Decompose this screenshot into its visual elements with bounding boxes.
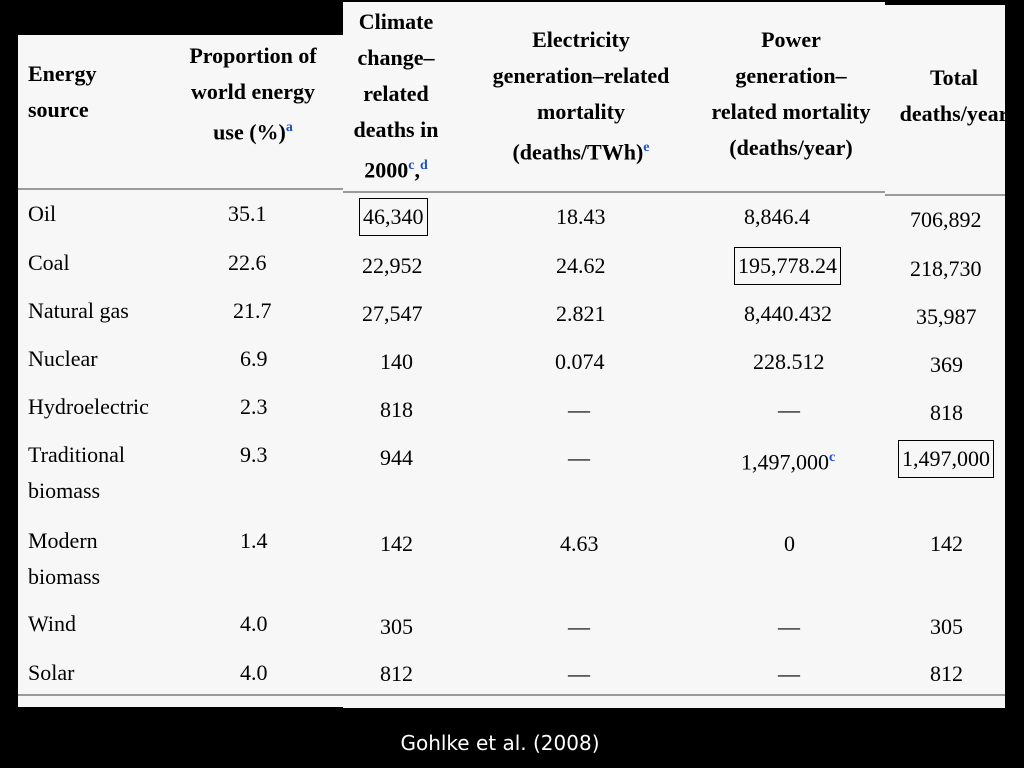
cell-climate-traditional-biomass: 944 xyxy=(380,445,413,470)
cell-power-modern-biomass: 0 xyxy=(784,531,795,556)
cell-electricity-nuclear: 0.074 xyxy=(555,349,605,374)
cell-source-coal: Coal xyxy=(28,250,70,275)
cell-source-solar: Solar xyxy=(28,660,75,685)
cell-source-oil: Oil xyxy=(28,201,57,226)
cell-climate-natural-gas: 27,547 xyxy=(362,301,423,326)
cell-total-natural-gas: 35,987 xyxy=(916,304,977,329)
cell-power-natural-gas: 8,440.432 xyxy=(744,301,832,326)
cell-power-solar: — xyxy=(778,661,800,686)
cell-electricity-wind: — xyxy=(568,614,590,639)
cell-total-hydroelectric: 818 xyxy=(930,400,963,425)
cell-proportion-solar: 4.0 xyxy=(240,660,268,685)
cell-source-modern-biomass: Modern biomass xyxy=(28,528,101,589)
footnote-c[interactable]: c xyxy=(408,158,415,173)
bottom-rule-left xyxy=(18,694,343,696)
cell-electricity-traditional-biomass: — xyxy=(568,445,590,470)
source-caption: Gohlke et al. (2008) xyxy=(400,731,600,755)
cell-electricity-hydroelectric: — xyxy=(568,397,590,422)
cell-electricity-oil: 18.43 xyxy=(556,204,606,229)
cell-power-oil: 8,846.4 xyxy=(744,204,810,229)
header-total-deaths: Total deaths/year xyxy=(899,65,1009,126)
cell-climate-coal: 22,952 xyxy=(362,253,423,278)
cell-proportion-coal: 22.6 xyxy=(228,250,267,275)
cell-power-coal: 195,778.24 xyxy=(735,248,840,284)
cell-electricity-solar: — xyxy=(568,661,590,686)
header-electricity-mortality: Electricity generation–related mortality (deaths/TWh)$^e$ xyxy=(492,27,670,165)
cell-climate-solar: 812 xyxy=(380,661,413,686)
cell-total-solar: 812 xyxy=(930,661,963,686)
cell-proportion-modern-biomass: 1.4 xyxy=(240,528,268,553)
header-rule-left xyxy=(18,188,343,190)
cell-total-nuclear: 369 xyxy=(930,352,963,377)
header-climate-deaths: Climate change– related deaths in 2000$^c$,$^d$ xyxy=(353,9,439,183)
footnote-a[interactable]: a xyxy=(285,120,293,135)
bottom-rule-right xyxy=(885,694,1005,696)
cell-electricity-modern-biomass: 4.63 xyxy=(560,531,599,556)
bottom-rule-middle xyxy=(343,694,885,696)
cell-proportion-wind: 4.0 xyxy=(240,611,268,636)
cell-climate-wind: 305 xyxy=(380,614,413,639)
cell-power-traditional-biomass: 1,497,000$^c$ xyxy=(741,449,836,475)
cell-climate-nuclear: 140 xyxy=(380,349,413,374)
cell-proportion-natural-gas: 21.7 xyxy=(233,298,272,323)
cell-total-modern-biomass: 142 xyxy=(930,531,963,556)
header-energy-source: Energy source xyxy=(28,61,97,122)
cell-proportion-traditional-biomass: 9.3 xyxy=(240,442,268,467)
cell-proportion-oil: 35.1 xyxy=(228,201,267,226)
cell-power-wind: — xyxy=(778,614,800,639)
cell-climate-hydroelectric: 818 xyxy=(380,397,413,422)
cell-proportion-hydroelectric: 2.3 xyxy=(240,394,268,419)
cell-source-wind: Wind xyxy=(28,611,76,636)
cell-total-traditional-biomass: 1,497,000 xyxy=(899,441,993,477)
header-power-mortality: Power generation– related mortality (deaths/year) xyxy=(711,27,871,160)
footnote-e[interactable]: e xyxy=(643,140,650,155)
footnote-c-power[interactable]: c xyxy=(829,450,836,465)
footnote-d[interactable]: d xyxy=(419,158,428,173)
header-rule-middle xyxy=(343,191,885,193)
cell-total-wind: 305 xyxy=(930,614,963,639)
cell-power-nuclear: 228.512 xyxy=(753,349,825,374)
cell-source-traditional-biomass: Traditional biomass xyxy=(28,442,125,503)
header-proportion: Proportion of world energy use (%)$^a$ xyxy=(189,43,317,145)
cell-source-nuclear: Nuclear xyxy=(28,346,98,371)
cell-total-coal: 218,730 xyxy=(910,256,982,281)
cell-source-hydroelectric: Hydroelectric xyxy=(28,394,149,419)
cell-source-natural-gas: Natural gas xyxy=(28,298,129,323)
header-rule-right xyxy=(885,194,1005,196)
cell-electricity-natural-gas: 2.821 xyxy=(556,301,606,326)
cell-power-hydroelectric: — xyxy=(778,397,800,422)
cell-climate-oil: 46,340 xyxy=(360,199,427,235)
cell-total-oil: 706,892 xyxy=(910,207,982,232)
cell-electricity-coal: 24.62 xyxy=(556,253,606,278)
cell-climate-modern-biomass: 142 xyxy=(380,531,413,556)
cell-proportion-nuclear: 6.9 xyxy=(240,346,268,371)
